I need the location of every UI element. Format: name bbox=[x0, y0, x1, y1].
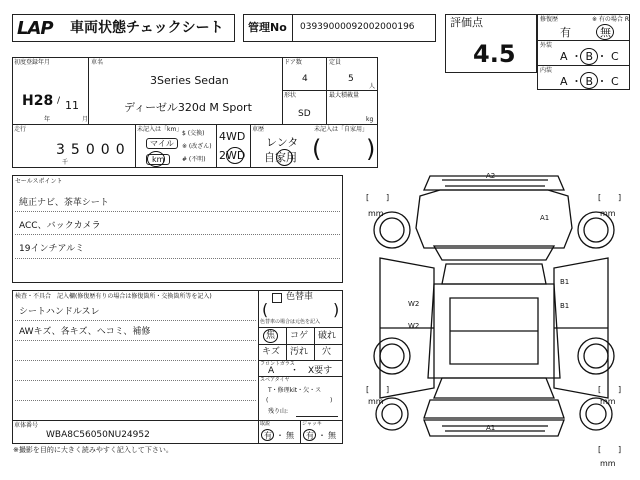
svg-text:]: ] bbox=[386, 385, 390, 394]
inspection-line: AWキズ、各キズ、ヘコミ、補修 bbox=[19, 327, 151, 337]
mileage-digit: 5 bbox=[70, 142, 80, 158]
odo-tamper: ※ (改ざん) bbox=[182, 143, 212, 150]
reg-month: 11 bbox=[65, 99, 79, 112]
restore-note: ※ 有の場合 R bbox=[592, 16, 630, 23]
recolor-checkbox bbox=[272, 293, 282, 303]
restore-label: 修復歴 bbox=[540, 16, 559, 23]
bracket-bl: [ bbox=[366, 385, 370, 394]
inspection-label: 検査・不具合 記入欄(修復歴有りの場合は修復箇所・交換箇所等を記入) bbox=[15, 293, 212, 300]
svg-text:]: ] bbox=[618, 385, 622, 394]
mileage-note: 未記入は「km」 bbox=[137, 126, 183, 133]
mileage-digits bbox=[56, 142, 125, 158]
manual-has: 有 bbox=[264, 431, 272, 440]
tire-bracket-open: ( bbox=[266, 397, 269, 404]
interior-label: 内装 bbox=[540, 67, 553, 74]
recolor-bracket-close: ) bbox=[333, 300, 340, 319]
mark-b1-a: B1 bbox=[560, 278, 570, 286]
jack-circle bbox=[303, 429, 316, 441]
mark-a2: A2 bbox=[486, 172, 496, 180]
mark-b1-b: B1 bbox=[560, 302, 570, 310]
exterior-label: 外装 bbox=[540, 42, 553, 49]
glass-label: フロントガラス bbox=[260, 361, 295, 367]
bracket-b2: [ bbox=[598, 445, 602, 454]
defect-stain: 汚れ bbox=[290, 347, 309, 357]
mark-a1-bottom: A1 bbox=[486, 424, 496, 432]
defect-burn: 焦 bbox=[266, 331, 276, 341]
jack-dot: ・ bbox=[318, 431, 326, 440]
km-circle bbox=[147, 151, 165, 167]
score-label: 評価点 bbox=[450, 16, 483, 29]
use-label: 車歴 bbox=[252, 126, 265, 133]
defect-hole: 穴 bbox=[322, 347, 332, 357]
drive-4wd: 4WD bbox=[219, 130, 246, 143]
mm-bl: mm bbox=[368, 397, 384, 406]
use-bracket-close: ) bbox=[366, 135, 376, 163]
mileage-digit: 0 bbox=[115, 142, 125, 158]
defect-burn-circle bbox=[263, 329, 278, 343]
sales-label: セールスポイント bbox=[15, 178, 63, 185]
grade-name: ディーゼル320d M Sport bbox=[124, 101, 252, 114]
mileage-digit: 3 bbox=[56, 142, 65, 158]
sales-line: ACC、バックカメラ bbox=[19, 221, 101, 231]
jack-none: 無 bbox=[328, 431, 336, 440]
mm-tr: mm bbox=[600, 209, 616, 218]
mileage-label: 走行 bbox=[14, 126, 27, 133]
defect-tear: 破れ bbox=[318, 331, 337, 341]
car-diagram bbox=[350, 168, 640, 480]
capacity-unit: 人 bbox=[369, 83, 376, 90]
interior-grade-circle bbox=[580, 72, 598, 89]
score-value: 4.5 bbox=[473, 40, 516, 68]
odo-unknown: # (不明) bbox=[182, 156, 206, 163]
bracket-br: [ bbox=[598, 385, 602, 394]
glass-dot: ・ bbox=[290, 366, 300, 376]
lap-logo: LAP bbox=[17, 18, 53, 39]
manual-none: 無 bbox=[286, 431, 294, 440]
mark-w2-b: W2 bbox=[408, 322, 420, 330]
defect-scratch: キズ bbox=[262, 347, 280, 357]
sales-line: 純正ナビ、茶革シート bbox=[19, 198, 109, 208]
load-label: 最大積載量 bbox=[329, 92, 360, 99]
shape-label: 形状 bbox=[284, 92, 297, 99]
mark-a1-top: A1 bbox=[540, 214, 550, 222]
footer-note: ※撮影を目的に大きく読みやすく記入して下さい。 bbox=[13, 446, 173, 454]
reg-year-unit: 年 bbox=[44, 116, 51, 123]
name-label: 車名 bbox=[91, 59, 104, 66]
jack-has: 有 bbox=[306, 431, 314, 440]
use-private: 自家用 bbox=[264, 151, 297, 164]
interior-grades: A ・ B ・ C bbox=[560, 75, 619, 88]
mark-w2-a: W2 bbox=[408, 300, 420, 308]
manual-label: 取説 bbox=[260, 421, 271, 427]
reg-era: H28 bbox=[22, 93, 54, 109]
capacity-label: 定員 bbox=[329, 59, 342, 66]
manual-dot: ・ bbox=[276, 431, 284, 440]
defect-scorch: コゲ bbox=[290, 331, 309, 341]
exterior-grades: A ・ B ・ C bbox=[560, 50, 619, 63]
jack-label: ジャッキ bbox=[302, 421, 322, 427]
svg-text:]: ] bbox=[618, 193, 622, 202]
restore-circle bbox=[596, 24, 614, 40]
recolor-note: 色替車の場合は元色を記入 bbox=[260, 319, 321, 325]
mgmt-number: 03939000092002000196 bbox=[300, 22, 415, 32]
reg-slash: / bbox=[57, 96, 61, 106]
mileage-thousand: 千 bbox=[62, 159, 69, 166]
manual-circle bbox=[261, 429, 274, 441]
reg-label: 初度登録年月 bbox=[14, 59, 51, 66]
use-note: 未記入は「自家用」 bbox=[314, 126, 369, 133]
restore-value: 有 bbox=[560, 26, 571, 39]
recolor-bracket-open: ( bbox=[262, 300, 269, 319]
capacity-value: 5 bbox=[348, 74, 354, 84]
use-bracket-open: ( bbox=[312, 135, 322, 163]
model-name: 3Series Sedan bbox=[150, 74, 229, 87]
sales-line: 19インチアルミ bbox=[19, 244, 85, 254]
shape-value: SD bbox=[298, 109, 311, 119]
doors-label: ドア数 bbox=[284, 59, 302, 66]
bracket-tl: [ bbox=[366, 193, 370, 202]
reg-month-unit: 月 bbox=[82, 116, 89, 123]
use-rental: レンタ bbox=[266, 136, 299, 149]
svg-text:]: ] bbox=[386, 193, 390, 202]
mileage-digit: 0 bbox=[85, 142, 95, 158]
vin-value: WBA8C56050NU24952 bbox=[46, 430, 150, 440]
recolor-label: 色替車 bbox=[286, 292, 314, 302]
tire-label: スペアタイヤ bbox=[260, 377, 290, 383]
restore-none: 無 bbox=[600, 26, 611, 39]
mm-b2: mm bbox=[600, 459, 616, 468]
inspection-line: シートハンドルスレ bbox=[19, 307, 100, 317]
tire-options: T・修理kit・欠・ス bbox=[268, 387, 322, 394]
bracket-tr: [ bbox=[598, 193, 602, 202]
odo-swap: $ (交換) bbox=[182, 130, 205, 137]
drive-2wd: 2WD bbox=[219, 149, 246, 162]
glass-x: X要す bbox=[308, 366, 333, 376]
exterior-grade-circle bbox=[580, 48, 598, 65]
svg-text:]: ] bbox=[618, 445, 622, 454]
doors-value: 4 bbox=[302, 74, 308, 84]
mileage-digit: 0 bbox=[100, 142, 110, 158]
tread-label: 残り山: bbox=[268, 408, 289, 415]
sheet-title: 車両状態チェックシート bbox=[70, 20, 224, 36]
vin-label: 車体番号 bbox=[14, 422, 39, 429]
load-unit: kg bbox=[366, 116, 374, 123]
tire-bracket-close: ) bbox=[330, 397, 333, 404]
mgmt-label: 管理No bbox=[248, 21, 287, 34]
glass-a: A bbox=[268, 366, 275, 376]
use-circle bbox=[276, 149, 293, 166]
km-option: km bbox=[146, 154, 170, 165]
mm-br: mm bbox=[600, 397, 616, 406]
mm-tl: mm bbox=[368, 209, 384, 218]
mile-option: マイル bbox=[146, 138, 178, 149]
drive-circle bbox=[226, 147, 244, 164]
